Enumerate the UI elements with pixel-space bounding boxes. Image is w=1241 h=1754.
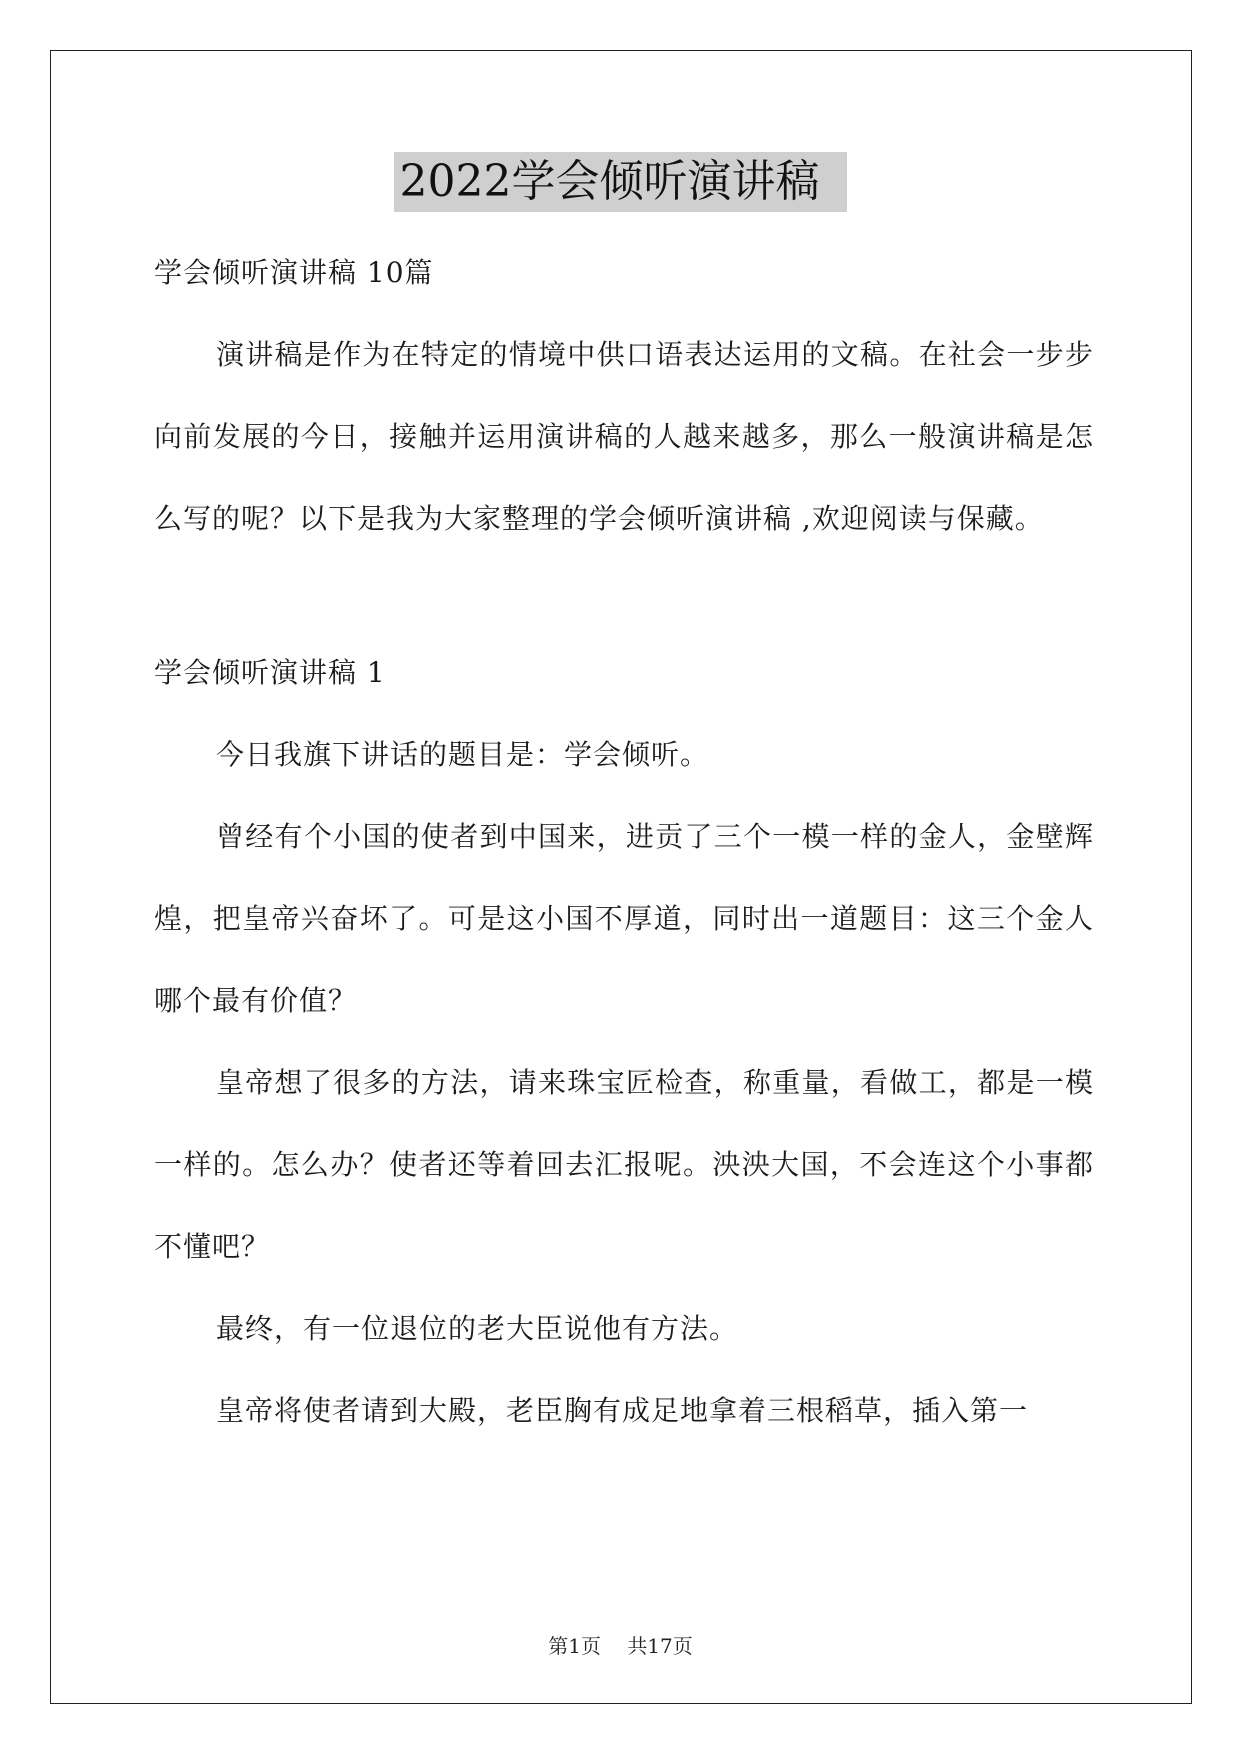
body-paragraph: 曾经有个小国的使者到中国来，进贡了三个一模一样的金人，金壁辉煌，把皇帝兴奋坏了。可是这小国不厚道，同时出一道题目：这三个金人哪个最有价值？: [154, 820, 1094, 1017]
body-paragraph: 最终，有一位退位的老大臣说他有方法。: [216, 1312, 739, 1345]
document-subtitle: 学会倾听演讲稿 10篇: [154, 256, 434, 289]
total-pages: 共17页: [627, 1634, 693, 1658]
page-footer: [0, 1630, 1241, 1659]
body-paragraph: 皇帝想了很多的方法，请来珠宝匠检查，称重量，看做工，都是一模一样的。怎么办？使者还等着回去汇报呢。泱泱大国，不会连这个小事都不懂吧？: [154, 1066, 1094, 1263]
intro-paragraph: 演讲稿是作为在特定的情境中供口语表达运用的文稿。在社会一步步向前发展的今日，接触并运用演讲稿的人越来越多，那么一般演讲稿是怎么写的呢？以下是我为大家整理的学会倾听演讲稿 ,欢迎阅读与保藏。: [154, 338, 1094, 535]
title-container: [0, 152, 1241, 212]
body-paragraph: 皇帝将使者请到大殿，老臣胸有成足地拿着三根稻草，插入第一: [216, 1394, 1029, 1427]
body-paragraph: 今日我旗下讲话的题目是：学会倾听。: [216, 738, 710, 771]
document-title: 2022学会倾听演讲稿: [394, 152, 848, 212]
document-body: [154, 232, 1094, 1452]
section-heading: 学会倾听演讲稿 1: [154, 656, 386, 689]
current-page-number: 第1页: [548, 1634, 601, 1658]
